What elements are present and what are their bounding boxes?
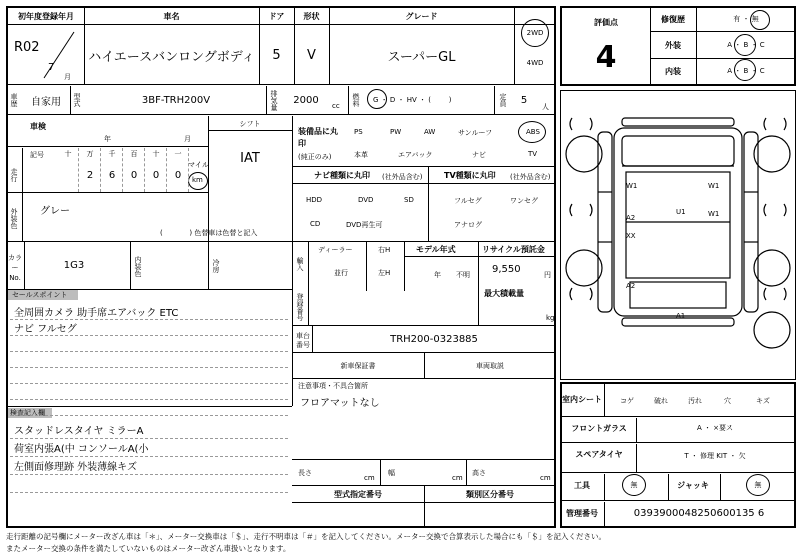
color-value: グレー [40, 206, 70, 217]
inspector-line: スタッドレスタイヤ ミラーA [14, 426, 144, 437]
divider [8, 241, 556, 242]
divider [604, 474, 605, 500]
colorno-label: カラーNo. [8, 254, 22, 282]
mark-u1: U1 [676, 208, 686, 216]
divider [308, 290, 309, 325]
equipment-sublabel: (純正のみ) [298, 153, 332, 161]
divider [292, 241, 293, 291]
seat-option: 破れ [654, 397, 668, 405]
tv-analog: アナログ [454, 221, 482, 229]
first-reg-label: 初年度登録年月 [18, 11, 74, 21]
divider [8, 192, 208, 193]
divider [22, 192, 23, 241]
equipment-option: ABS [526, 128, 540, 136]
mileage-unit-label: 千 [108, 150, 116, 158]
model-value: 3BF-TRH200V [141, 94, 211, 106]
divider [78, 148, 79, 192]
seat-option: キズ [756, 397, 770, 405]
divider [562, 442, 794, 443]
class-number-label: 類別区分番号 [466, 489, 514, 499]
divider [208, 116, 209, 242]
seat-option: 穴 [724, 397, 731, 405]
repair-options: 有 ・ 無 [733, 15, 759, 23]
recycle-unit: 円 [544, 271, 551, 279]
equipment-label: 装備品に丸印 [298, 127, 338, 148]
mgmt-label: 管理番号 [566, 508, 598, 518]
nav-label: ナビ種類に丸印 [314, 171, 370, 180]
divider [428, 166, 429, 242]
capacity-label: 定員 [499, 93, 507, 107]
seat-option: 汚れ [688, 397, 702, 405]
divider [292, 166, 556, 167]
divider [292, 289, 293, 406]
divider [562, 500, 794, 501]
door-label: ドア [268, 11, 285, 21]
disp-value: 2000 [293, 94, 319, 106]
sales-line: 全周囲カメラ 助手席エアバック ETC [14, 308, 179, 319]
divider [6, 84, 556, 85]
insp-year-unit: 年 [104, 135, 111, 143]
rh: 右H [378, 246, 391, 254]
month-value: 7 [48, 62, 55, 73]
equipment-option: ナビ [472, 151, 486, 159]
mileage-unit-label: 万 [86, 150, 94, 158]
inspection-label: 車検 [30, 121, 46, 131]
divider [100, 148, 101, 192]
seat-option: コゲ [620, 397, 634, 405]
fuel-options: G ・ D ・ HV ・ ( ) [373, 96, 452, 104]
mileage-unit-label: 十 [64, 150, 72, 158]
equipment-option: エアバック [398, 151, 433, 159]
width-label: 幅 [388, 469, 395, 477]
new-warranty: 新車保証書 [340, 362, 376, 370]
chassis-value: TRH200-0323885 [390, 333, 478, 345]
drive-4wd: 4WD [526, 59, 544, 67]
inspector-line: 左側面修理跡 外装薄線キズ [14, 462, 137, 473]
lh: 左H [378, 269, 391, 277]
shift-value: IAT [240, 150, 260, 166]
divider [668, 474, 669, 500]
mileage-label: 走行 [10, 168, 18, 182]
vehicle-manual: 車両取説 [476, 362, 504, 370]
divider [380, 459, 381, 485]
windshield-options: A ・ ×要ス [696, 424, 734, 432]
score-label: 評価点 [594, 17, 618, 27]
max-load-label: 最大積載量 [484, 289, 524, 298]
equipment-option: PS [354, 128, 363, 136]
length-unit: cm [364, 474, 375, 482]
recycle-value: 9,550 [492, 264, 521, 275]
mark-xx: XX [626, 232, 636, 240]
mark-a2-left2: A2 [626, 282, 636, 290]
nav-sd: SD [404, 196, 414, 204]
nav-hdd: HDD [306, 196, 323, 204]
divider [22, 148, 23, 192]
divider [166, 148, 167, 192]
divider [10, 383, 288, 384]
mark-w1-right2: W1 [708, 210, 720, 218]
equipment-option: TV [528, 150, 538, 158]
divider [292, 459, 556, 460]
color-label: 外装色 [10, 207, 18, 229]
mark-a1: A1 [676, 312, 686, 320]
inspector-line: 荷室内張A(中 コンソールA(小 [14, 444, 149, 455]
interior-grades: A ・ B ・ C [727, 67, 765, 75]
tools-value: 無 [630, 481, 638, 489]
width-unit: cm [452, 474, 463, 482]
divider [292, 378, 556, 379]
capacity-unit: 人 [542, 103, 549, 111]
divider [10, 474, 288, 475]
divider [188, 148, 189, 192]
equipment-option: サンルーフ [458, 129, 493, 137]
tools-label: 工具 [574, 480, 590, 490]
mileage-unit-label: 一 [174, 150, 182, 158]
divider [308, 241, 309, 291]
shift-label: シフト [239, 120, 261, 128]
model-label: 型式 [73, 93, 81, 107]
divider [6, 114, 556, 115]
divider [292, 502, 556, 503]
car-name-value: ハイエースバンロングボディ [88, 49, 255, 65]
grade-value: スーパーGL [387, 49, 456, 65]
doors-value: 5 [272, 47, 281, 63]
equipment-option: AW [424, 128, 436, 136]
divider [650, 58, 796, 59]
sales-label: セールスポイント [8, 290, 78, 300]
divider [404, 241, 405, 291]
nav-sub: (社外品含む) [382, 173, 423, 181]
model-year-unknown: 不明 [456, 271, 470, 279]
interior-label: 内装 [665, 66, 681, 76]
divider [10, 492, 288, 493]
divider [208, 130, 292, 131]
divider [10, 438, 288, 439]
tv-fullseg: フルセグ [454, 197, 482, 205]
recycle-label: リサイクル預託金 [482, 245, 545, 254]
grade-label: グレード [405, 11, 438, 21]
jack-value: 無 [754, 481, 762, 489]
divider [130, 241, 131, 289]
windshield-label: フロントガラス [571, 423, 627, 433]
divider [122, 148, 123, 192]
divider [292, 325, 556, 326]
circle-mark [734, 59, 756, 81]
divider [604, 384, 605, 416]
divider [292, 183, 556, 184]
seat-label: 室内シート [562, 394, 602, 404]
spare-options: T ・ 修理 KIT ・ 欠 [684, 452, 746, 460]
shape-label: 形状 [303, 11, 320, 21]
nav-dvd: DVD [358, 196, 374, 204]
divider [10, 399, 288, 400]
mark-w1-left: W1 [626, 182, 638, 190]
month-unit: 月 [64, 73, 71, 81]
mark-w1-right: W1 [708, 182, 720, 190]
divider [10, 456, 288, 457]
shape-value: V [307, 47, 316, 63]
disp-unit: cc [332, 102, 340, 110]
notes-label: 注意事項・不具合箇所 [298, 382, 368, 390]
nav-cd: CD [310, 220, 321, 228]
use-value: 自家用 [31, 96, 61, 108]
divider [650, 31, 796, 32]
divider [10, 415, 288, 416]
capacity-value: 5 [520, 94, 528, 106]
exterior-label: 外装 [665, 40, 681, 50]
divider [562, 472, 794, 473]
nav-dvd-play: DVD再生可 [346, 221, 383, 229]
model-year-label: モデル年式 [416, 245, 456, 254]
insp-month-unit: 月 [184, 135, 191, 143]
year-value: R02 [14, 40, 40, 55]
divider [366, 241, 367, 291]
jack-label: ジャッキ [677, 480, 709, 490]
colorno-value: 1G3 [63, 259, 85, 271]
mileage-digit: 6 [108, 169, 116, 181]
inspector-label: 検査記入欄 [8, 408, 52, 418]
color-change-note: ( ) 色替車は色替と記入 [160, 229, 258, 237]
divider [478, 241, 479, 291]
circle-mark [734, 34, 756, 56]
mile-label: マイル [188, 161, 209, 169]
tv-label: TV種類に丸印 [444, 171, 496, 180]
divider [10, 367, 288, 368]
divider [292, 116, 293, 241]
tv-oneseg: ワンセグ [510, 197, 538, 205]
mileage-digit: 2 [86, 169, 94, 181]
tv-sub: (社外品含む) [510, 173, 551, 181]
drive-2wd: 2WD [526, 29, 544, 37]
fuel-label: 燃料 [352, 93, 360, 107]
chassis-label: 車台番号 [296, 332, 310, 349]
length-label: 長さ [298, 469, 312, 477]
height-unit: cm [540, 474, 551, 482]
circle-mark [750, 10, 770, 30]
km-label: km [192, 176, 203, 184]
model-year-unit: 年 [434, 271, 441, 279]
equipment-option: 本革 [354, 151, 368, 159]
notes-value: フロアマットなし [300, 398, 380, 409]
divider [478, 290, 479, 325]
divider [6, 24, 556, 25]
mileage-unit-label: 十 [152, 150, 160, 158]
divider [8, 146, 208, 147]
mgmt-value: 0393900048250600135 6 [633, 507, 765, 519]
exterior-grades: A ・ B ・ C [727, 41, 765, 49]
name-label: 車名 [163, 11, 180, 21]
dealer: ディーラー [318, 246, 353, 254]
mark-a2-left: A2 [626, 214, 636, 222]
equipment-option: PW [390, 128, 402, 136]
divider [10, 351, 288, 352]
mileage-digit: 0 [174, 169, 182, 181]
mileage-symbol-label: 記号 [30, 151, 44, 159]
reg-label: 登録番号 [296, 293, 304, 321]
disp-label: 排気量 [270, 89, 278, 111]
score-value: 4 [595, 39, 617, 75]
car-diagram-svg [562, 92, 794, 378]
interior-color-label: 内装色 [134, 255, 142, 277]
divider [466, 459, 467, 485]
import-label: 輸入 [296, 257, 304, 271]
divider [494, 86, 495, 114]
divider [10, 335, 288, 336]
ac-label: 冷房 [212, 259, 220, 273]
type-designation-label: 型式指定番号 [334, 489, 382, 499]
mileage-digit: 0 [152, 169, 160, 181]
divider [562, 416, 794, 417]
divider [404, 256, 556, 257]
height-label: 高さ [472, 469, 486, 477]
spare-label: スペアタイヤ [575, 449, 623, 459]
kg-unit: kg [546, 314, 555, 322]
mileage-digit: 0 [130, 169, 138, 181]
mileage-unit-label: 百 [130, 150, 138, 158]
divider [208, 241, 209, 289]
use-label: 車歴 [10, 93, 18, 107]
repair-label: 修復歴 [661, 14, 685, 24]
sales-line: ナビ フルセグ [14, 324, 77, 335]
footer-line1: 走行距離の記号欄にメーター改ざん車は「＊」、メーター交換車は「＄」、走行不明車は「＃」を記入してください。メーター交換で合算表示した場合にも「＄」を記入ください。 [6, 532, 606, 541]
divider [144, 148, 145, 192]
footer-line2: またメーター交換の条件を満たしていないものはメーター改ざん車扱いとなります。 [6, 544, 291, 553]
divider [514, 8, 515, 84]
divider [8, 406, 292, 407]
divider [720, 474, 721, 500]
parallel: 並行 [334, 269, 348, 277]
